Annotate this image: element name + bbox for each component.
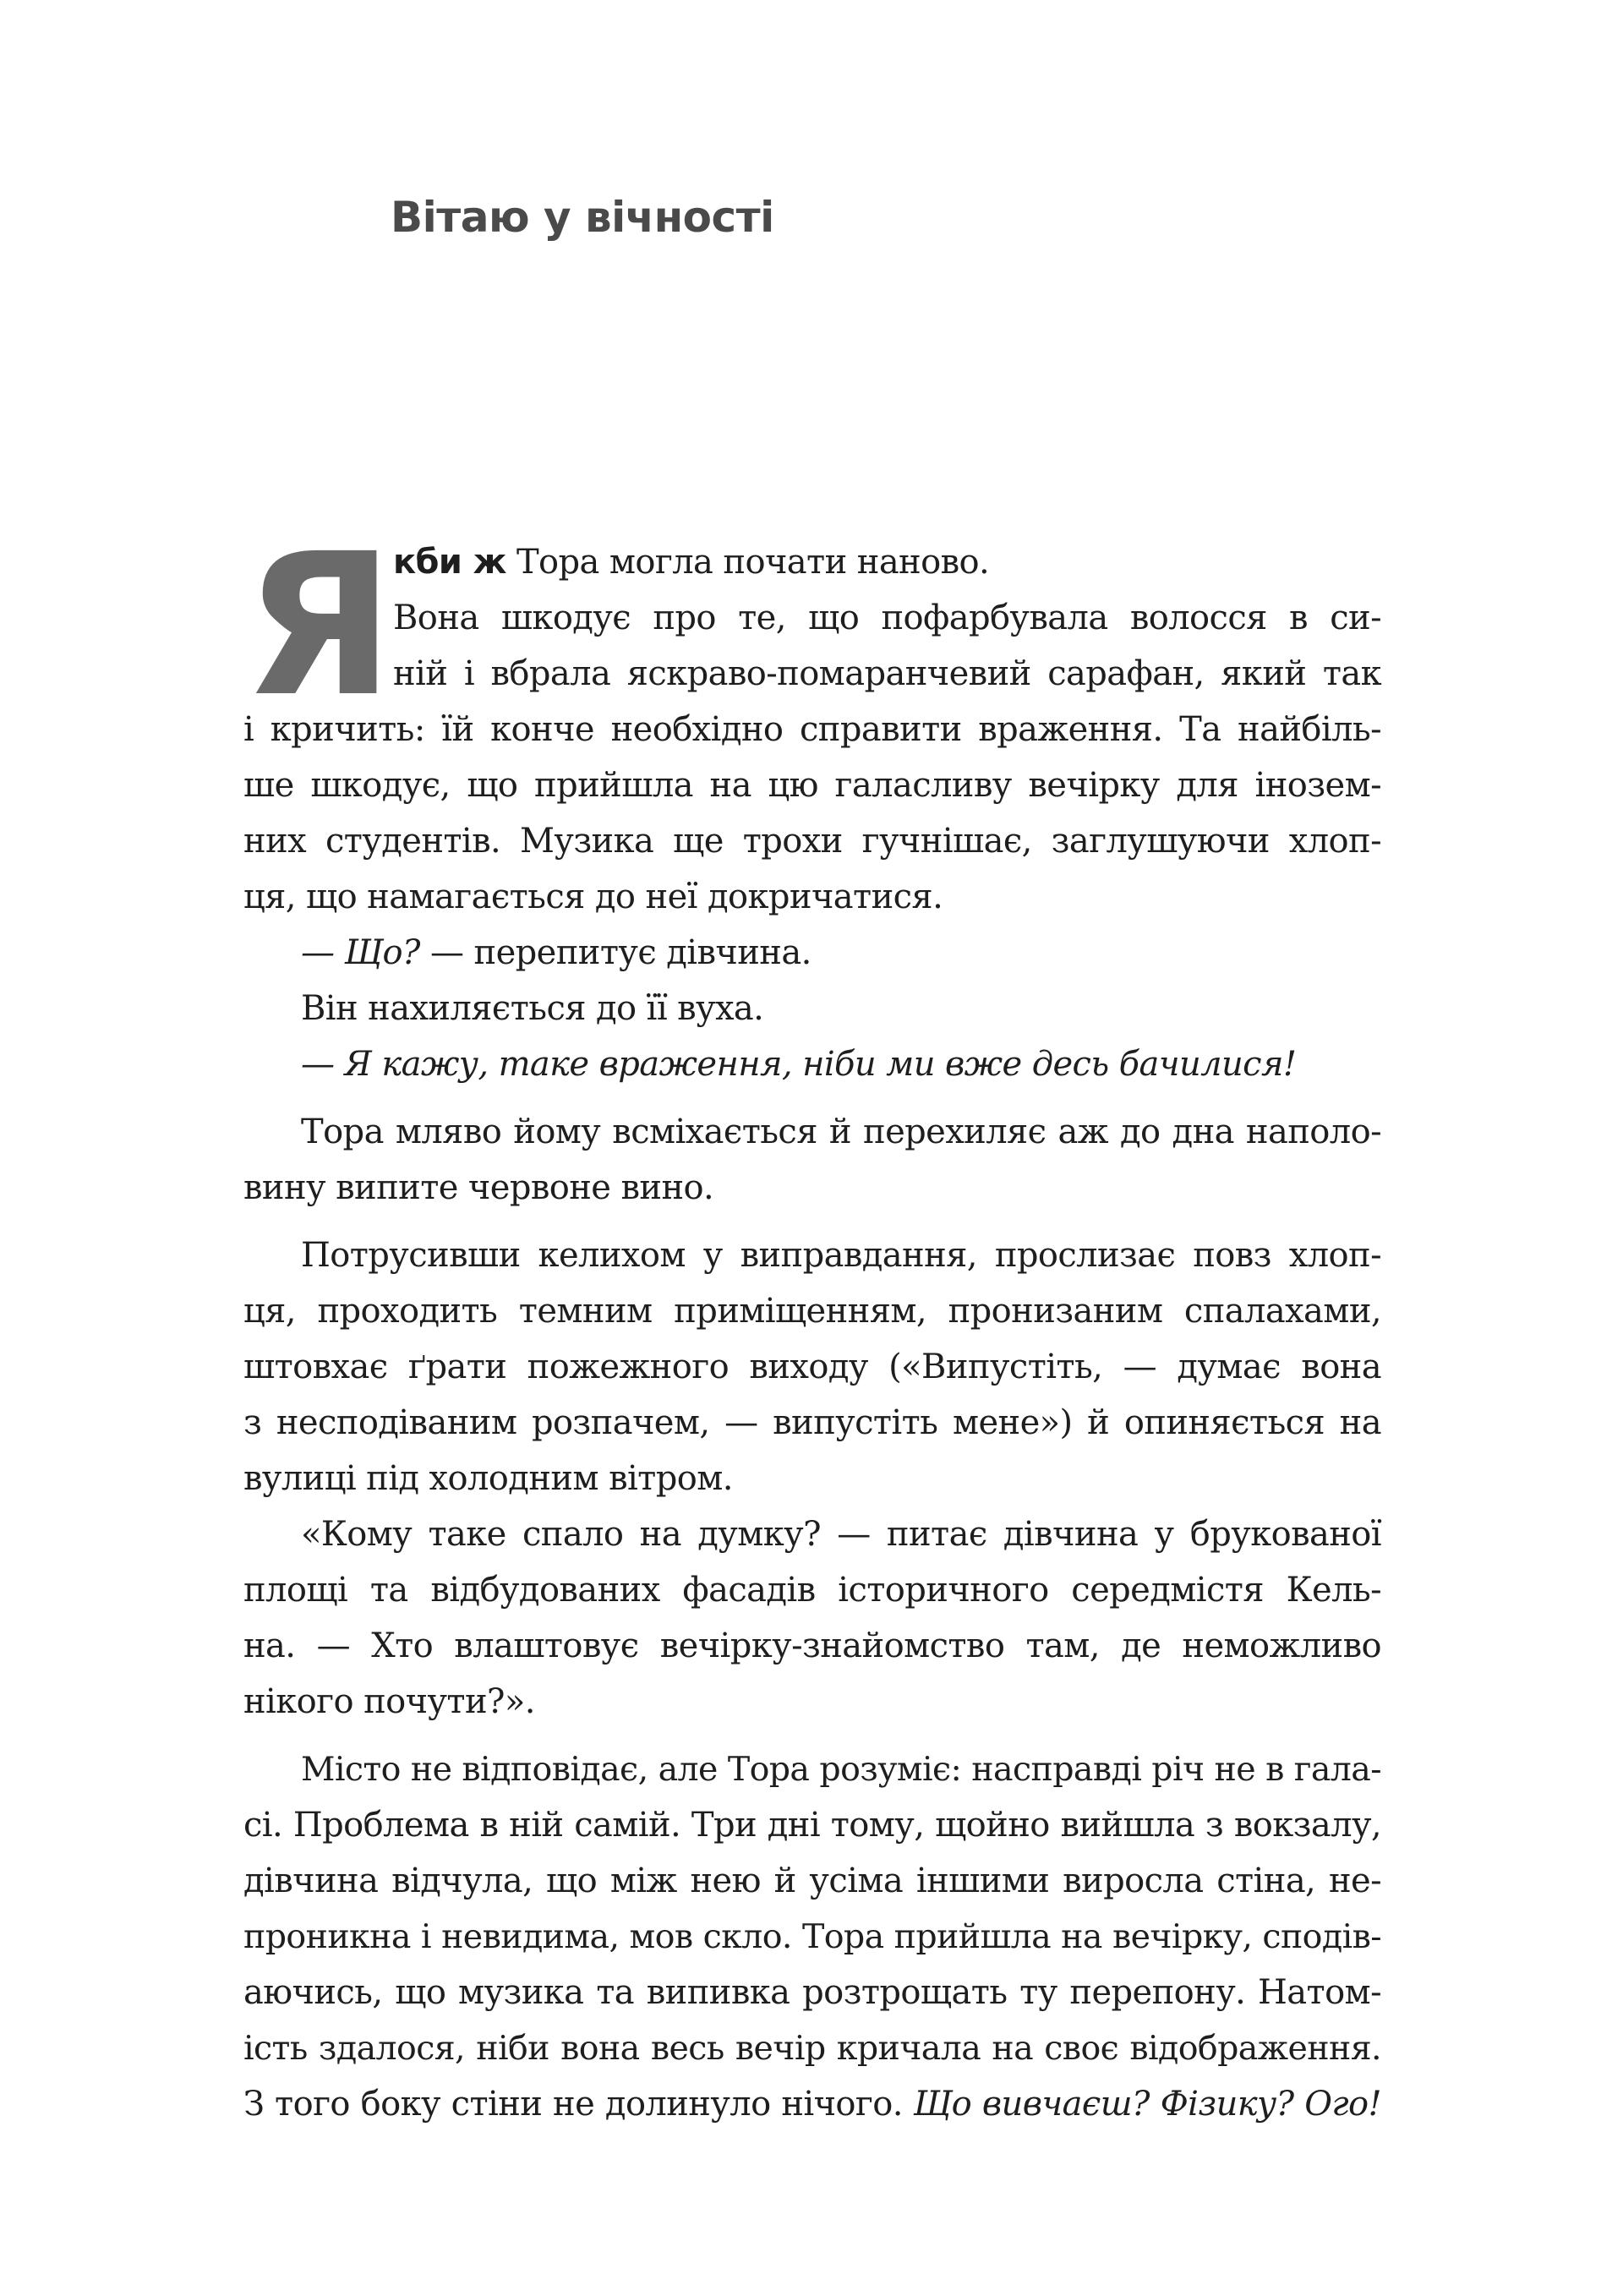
text-line: Вона шкодує про те, що пофарбувала волосся в си- [393,599,1381,637]
lead-in: кби ж [393,543,506,582]
drop-cap: Я [243,511,395,740]
text-line: ість здалося, ніби вона весь вечір кричала на своє відображення. [243,2029,1381,2068]
text-line: ній і вбрала яскраво-помаранчевий сарафан, який так [393,654,1381,693]
text-line: аючись, що музика та випивка розтрощать ту перепону. Натом- [243,1973,1381,2012]
text-line: штовхає ґрати пожежного виходу («Випустіть, — думає вона [243,1348,1381,1386]
text-line: Він нахиляється до її вуха. [301,989,764,1028]
body-text [243,511,1381,2132]
text-line: — Я кажу, таке враження, ніби ми вже десь бачилися! [301,1045,1297,1084]
text-line: Потрусивши келихом у виправдання, прослизає повз хлоп- [301,1236,1381,1275]
text-line: дівчина відчула, що між нею й усіма іншими виросла стіна, не- [243,1861,1381,1900]
text-line: Місто не відповідає, але Тора розуміє: насправді річ не в гала- [301,1750,1381,1789]
text-line: з несподіваним розпачем, — випустіть мене») й опиняється на [243,1403,1381,1442]
text-line: вулиці під холодним вітром. [243,1459,733,1498]
text-line: «Кому таке спало на думку? — питає дівчина у брукованої [301,1515,1381,1554]
text-line: ця, проходить темним приміщенням, пронизаним спалахами, [243,1292,1381,1331]
text-line: ця, що намагається до неї докричатися. [243,877,943,916]
text-line: Тора мляво йому всміхається й перехиляє аж до дна наполо- [301,1112,1381,1151]
text-line: і кричить: їй конче необхідно справити враження. Та найбіль- [243,710,1381,749]
text-line: них студентів. Музика ще трохи гучнішає, заглушуючи хлоп- [243,822,1381,861]
text-line: ше шкодує, що прийшла на цю галасливу вечірку для інозем- [243,766,1381,805]
chapter-title: Вітаю у вічності [391,193,774,242]
text-line: — Що? — перепитує дівчина. [301,933,812,972]
text-line: кби ж Тора могла почати наново. [393,543,990,582]
text-line: нікого почути?». [243,1682,535,1721]
text-line: сі. Проблема в ній самій. Три дні тому, щойно вийшла з вокзалу, [243,1806,1381,1845]
text-line: З того боку стіни не долинуло нічого. Що вивчаєш? Фізику? Ого! [243,2085,1381,2124]
text-line: вину випите червоне вино. [243,1168,714,1207]
text-line: площі та відбудованих фасадів історичного середмістя Кель- [243,1571,1381,1610]
text-line: на. — Хто влаштовує вечірку-знайомство там, де неможливо [243,1626,1381,1665]
text-line: проникна і невидима, мов скло. Тора прийшла на вечірку, сподів- [243,1917,1381,1956]
